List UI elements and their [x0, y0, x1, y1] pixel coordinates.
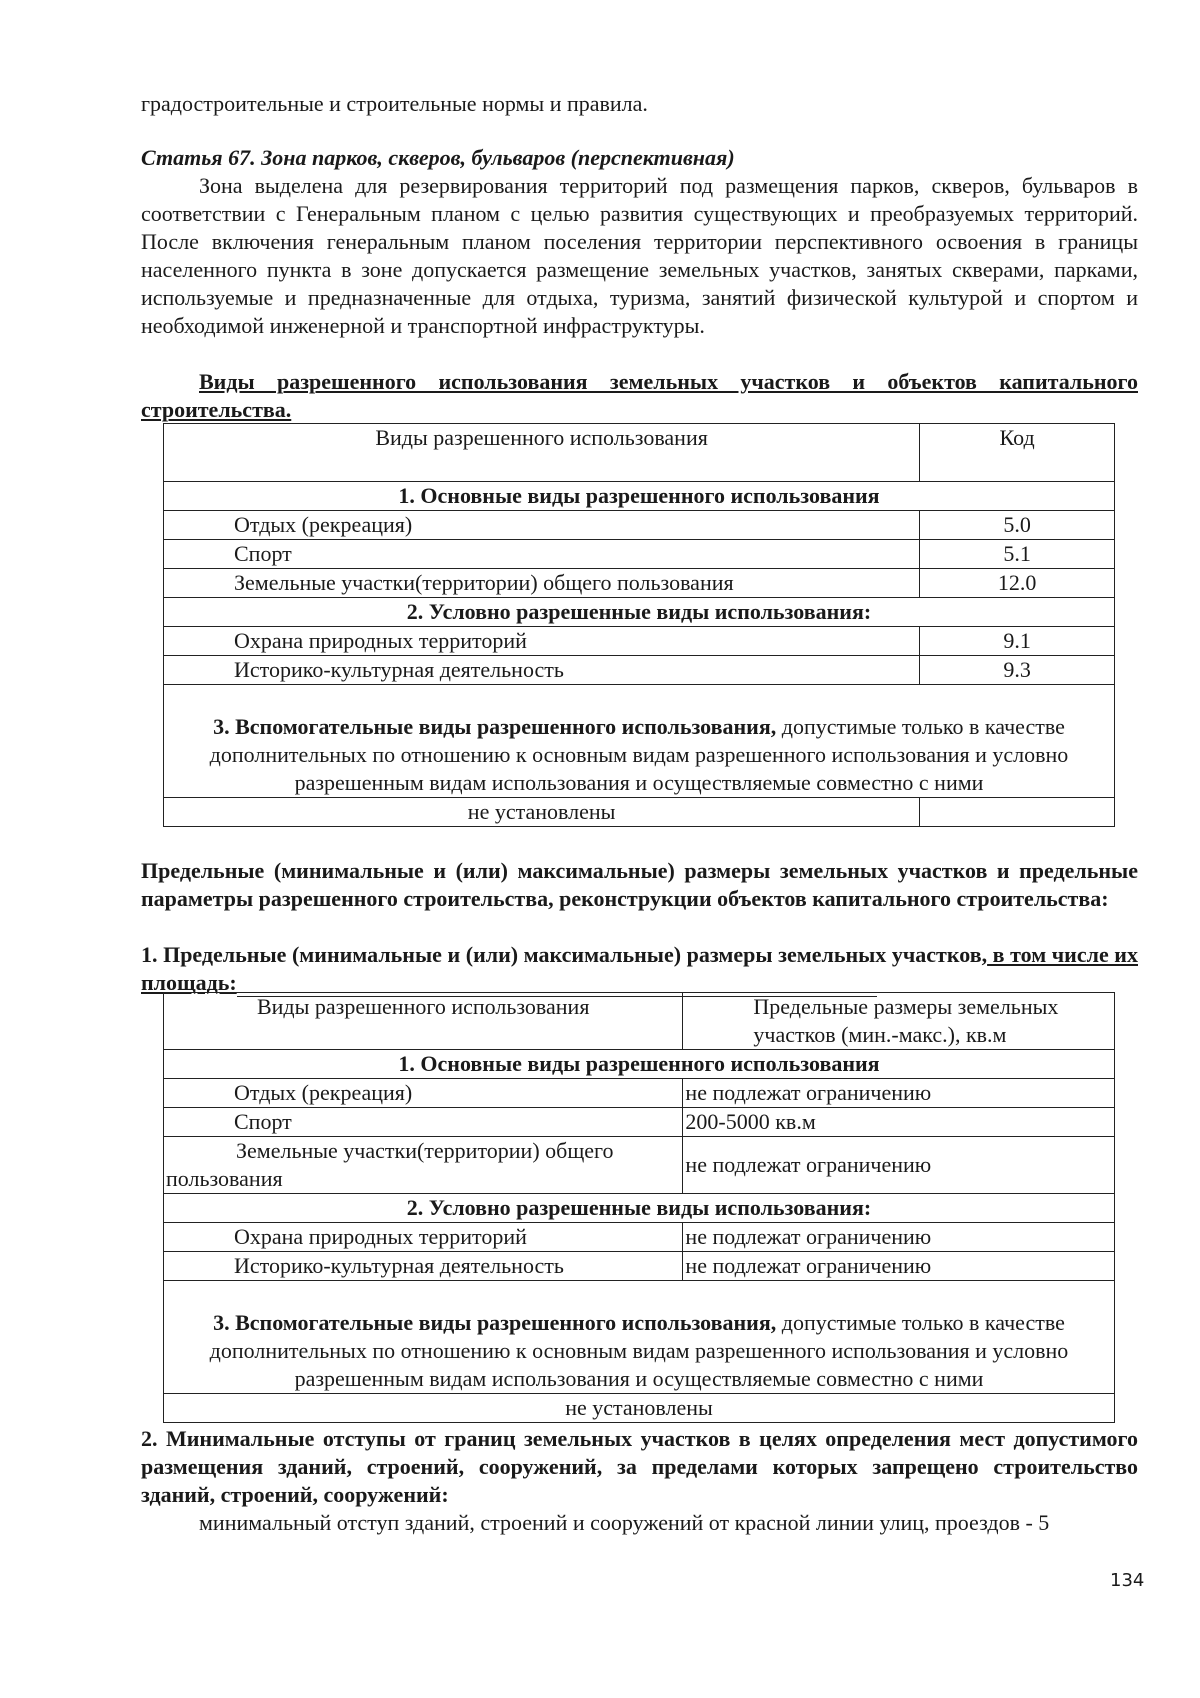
uses-heading-text: Виды разрешенного использования земельных участков и объектов капитального строительства.: [141, 369, 1138, 422]
limits-sub-part1: 1. Предельные (минимальные и (или) максимальные) размеры земельных участков,: [141, 942, 988, 967]
use-name: Отдых (рекреация): [164, 511, 920, 540]
use-code: 9.3: [920, 656, 1115, 685]
table-row: [164, 569, 1115, 598]
use-code: 9.1: [920, 627, 1115, 656]
aux-description: допустимые только в качестве дополнительных по отношению к основным видам разрешенного использования и условно разрешенным видам использования и осуществляемые совместно с ними: [209, 714, 1069, 795]
uses-table-section-main: 1. Основные виды разрешенного использования: [164, 482, 1115, 511]
sizes-table-section-aux: [164, 1281, 1115, 1394]
use-size: не подлежат ограничению: [683, 1223, 1115, 1252]
use-name: Спорт: [164, 1108, 683, 1137]
use-name: Историко-культурная деятельность: [164, 656, 920, 685]
use-size: не подлежат ограничению: [683, 1252, 1115, 1281]
limits-sub-part2: в том числе их площадь:: [141, 942, 1138, 995]
uses-heading: [141, 368, 1138, 424]
limits-heading: Предельные (минимальные и (или) максимальные) размеры земельных участков и предельные параметры разрешенного строительства, реконструкции объектов капитального строительства:: [141, 858, 1138, 911]
use-size: не подлежат ограничению: [683, 1079, 1115, 1108]
page-number: 134: [1110, 1570, 1145, 1591]
uses-table-section-conditional: 2. Условно разрешенные виды использования:: [164, 598, 1115, 627]
table-row: [164, 1252, 1115, 1281]
use-name: Историко-культурная деятельность: [164, 1252, 683, 1281]
article-title: Статья 67. Зона парков, скверов, бульваров (перспективная): [141, 145, 735, 170]
use-name: Охрана природных территорий: [164, 1223, 683, 1252]
intro-line: градостроительные и строительные нормы и правила.: [141, 91, 648, 116]
table-row: [164, 627, 1115, 656]
use-name: Земельные участки(территории) общего пользования: [164, 1137, 683, 1194]
table-row: [164, 511, 1115, 540]
sizes-table: [163, 992, 1115, 1423]
article-body: Зона выделена для резервирования территорий под размещения парков, скверов, бульваров в соответствии с Генеральным планом с целью развития существующих и преобразуемых территорий. После включения генеральным планом поселения территории перспективного освоения в границы населенного пункта в зоне допускается размещение земельных участков, занятых скверами, парками, используемые и предназначенные для отдыха, туризма, занятий физической культурой и спортом и необходимой инженерной и транспортной инфраструктуры.: [141, 173, 1138, 338]
setbacks-heading: 2. Минимальные отступы от границ земельных участков в целях определения мест допустимого размещения зданий, строений, сооружений, за пределами которых запрещено строительство зданий, строений, сооружений:: [141, 1426, 1138, 1507]
uses-table-header-use: Виды разрешенного использования: [164, 424, 920, 482]
aux-title: 3. Вспомогательные виды разрешенного использования,: [213, 714, 777, 739]
table-row: [164, 540, 1115, 569]
limits-subheading: [141, 941, 1138, 997]
table-row: [164, 1223, 1115, 1252]
use-name: Земельные участки(территории) общего пользования: [164, 569, 920, 598]
use-code: 5.1: [920, 540, 1115, 569]
uses-table-section-aux: [164, 685, 1115, 798]
table-row: [164, 1137, 1115, 1194]
aux-title: 3. Вспомогательные виды разрешенного использования,: [213, 1310, 777, 1335]
use-size: 200-5000 кв.м: [683, 1108, 1115, 1137]
sizes-table-section-conditional: 2. Условно разрешенные виды использования:: [164, 1194, 1115, 1223]
aux-value: не установлены: [164, 1394, 1115, 1423]
uses-table-header-code: Код: [920, 424, 1115, 482]
use-size: не подлежат ограничению: [683, 1137, 1115, 1194]
aux-value: не установлены: [164, 798, 920, 827]
use-code: 12.0: [920, 569, 1115, 598]
sizes-table-header-size: Предельные размеры земельных участков (мин.-макс.), кв.м: [683, 993, 1115, 1050]
sizes-table-header-use: Виды разрешенного использования: [164, 993, 683, 1050]
sizes-table-section-main: 1. Основные виды разрешенного использования: [164, 1050, 1115, 1079]
use-name: Спорт: [164, 540, 920, 569]
aux-description: допустимые только в качестве дополнительных по отношению к основным видам разрешенного использования и условно разрешенным видам использования и осуществляемые совместно с ними: [209, 1310, 1069, 1391]
use-code: 5.0: [920, 511, 1115, 540]
setbacks-text: минимальный отступ зданий, строений и сооружений от красной линии улиц, проездов - 5: [199, 1510, 1050, 1535]
table-row: [164, 656, 1115, 685]
use-name: Отдых (рекреация): [164, 1079, 683, 1108]
table-row: [164, 1079, 1115, 1108]
uses-table: [163, 423, 1115, 827]
table-row: [164, 1108, 1115, 1137]
use-name: Охрана природных территорий: [164, 627, 920, 656]
